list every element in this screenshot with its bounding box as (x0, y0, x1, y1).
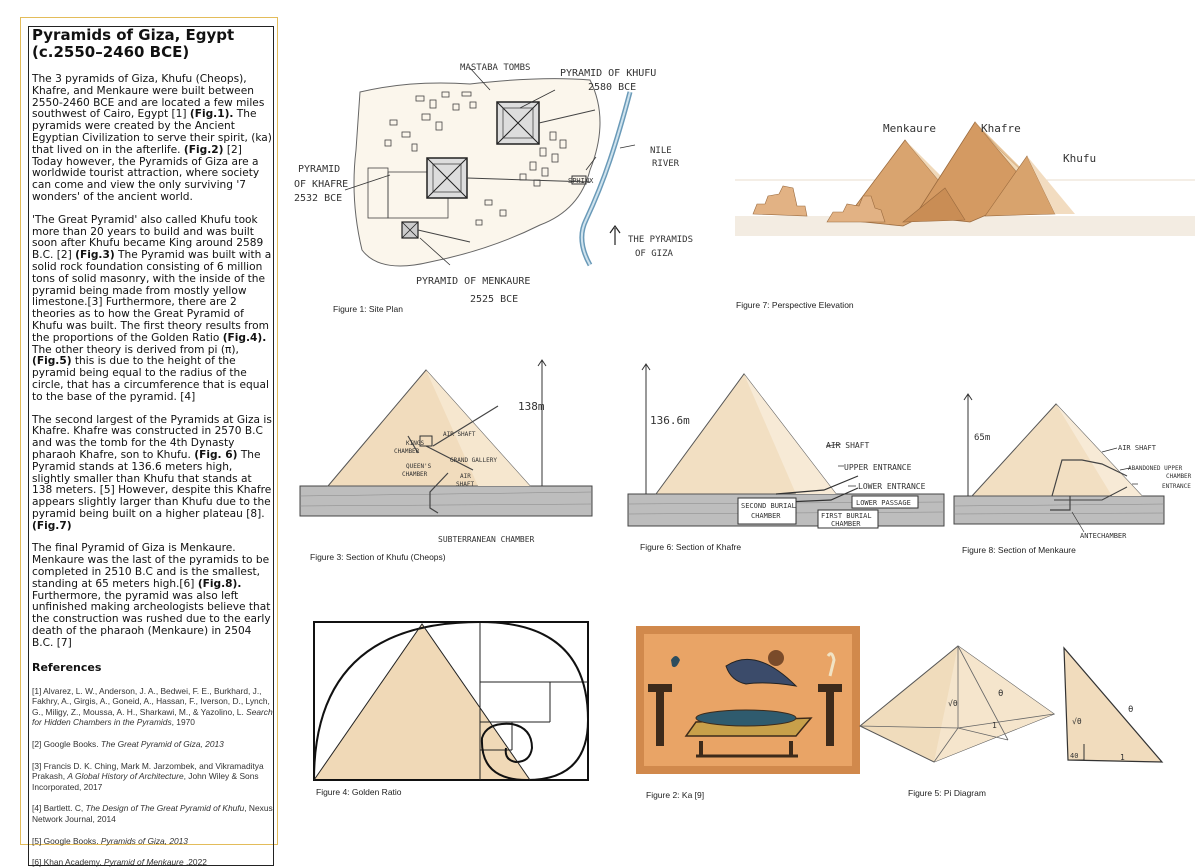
paragraph-4: The final Pyramid of Giza is Menkaure. Menkaure was the last of the pyramids to be completed in 2510 B.C and is the smallest, standing at 65 meters high.[6] (Fig.8). Furthermore, the pyramid was also left unfinished making archeologists believe that the construction was rushed due to the early death of the pharaoh (Menkaure) in 2504 B.C. [7] (32, 542, 271, 649)
pi-angle: 40 (1070, 752, 1079, 760)
khufu-queens-1: QUEEN'S (406, 463, 432, 470)
pi-root-right: √θ (1072, 717, 1082, 726)
reference-3: [3] Francis D. K. Ching, Mark M. Jarzombek, and Vikramaditya Prakash, A Global History of Architecture, John Wiley & Sons Incorporated, 2017 (32, 760, 264, 792)
reference-2: [2] Google Books. The Great Pyramid of Giza, 2013 (32, 739, 224, 750)
reference-1: [1] Alvarez, L. W., Anderson, J. A., Bedwei, F. E., Burkhard, J., Fakhry, A., Girgis, A., Goneid, A., Hassan, F., Iverson, D., Lynch, G., Miligy, Z., Moussa, A. H., Sharkawi, M., & Yazolino, L. Search for Hidden Chambers in the Pyramids, 1970 (32, 685, 273, 728)
pi-theta-left: θ (998, 689, 1004, 699)
pi-one-right: 1 (1120, 753, 1125, 762)
khufu-kings-2: CHAMBER (394, 448, 420, 455)
label-menkaure-date: 2525 BCE (470, 294, 519, 305)
caption-fig8: Figure 8: Section of Menkaure (962, 545, 1076, 555)
khufu-queens-2: CHAMBER (402, 471, 428, 478)
label-sphinx: SPHINX (568, 177, 594, 185)
title-line-2: (c.2550–2460 BCE) (32, 43, 190, 61)
khufu-subterranean: SUBTERRANEAN CHAMBER (438, 535, 535, 544)
khufu-air-1: AIR (460, 473, 471, 480)
title-line-1: Pyramids of Giza, Egypt (32, 26, 235, 44)
khafre-height: 136.6m (650, 414, 690, 427)
khafre-first-2: CHAMBER (831, 520, 861, 528)
khafre-lower-passage: LOWER PASSAGE (856, 499, 911, 507)
caption-fig4: Figure 4: Golden Ratio (316, 787, 402, 797)
ka-painting-figure (636, 626, 860, 774)
menkaure-antechamber: ANTECHAMBER (1080, 532, 1127, 540)
paragraph-1: The 3 pyramids of Giza, Khufu (Cheops), Khafre, and Menkaure were built between 2550-2460 BCE and are located a few miles southwest of Cairo, Egypt [1] (Fig.1). The pyramids were created by the Ancient Egyptian Civilization to serve their spirit, (ka) that lived on in the afterlife. (Fig.2) [2] Today however, the Pyramids of Giza are a worldwide tourist attraction, where society can come and view the only surviving '7 wonders' of the ancient world. (32, 73, 272, 203)
label-khafre-2: OF KHAFRE (294, 179, 349, 190)
elev-label-khafre: Khafre (981, 122, 1021, 135)
caption-fig5: Figure 5: Pi Diagram (908, 788, 986, 798)
caption-fig7: Figure 7: Perspective Elevation (736, 300, 854, 310)
khufu-air-2: SHAFT (456, 481, 475, 488)
label-title-2: OF GIZA (635, 249, 673, 259)
label-khufu-date: 2580 BCE (588, 82, 637, 93)
site-plan-figure (290, 50, 710, 306)
menkaure-abandoned-2: CHAMBER (1166, 473, 1192, 480)
menkaure-entrance: ENTRANCE (1162, 483, 1191, 490)
pi-one-left: 1 (992, 721, 997, 730)
label-khufu: PYRAMID OF KHUFU (560, 68, 657, 79)
khufu-kings-1: KINGS (406, 440, 425, 447)
perspective-elevation-figure (735, 110, 1195, 250)
label-mastaba: MASTABA TOMBS (460, 63, 531, 73)
label-menkaure: PYRAMID OF MENKAURE (416, 276, 531, 287)
pi-theta-right: θ (1128, 705, 1134, 715)
label-nile-2: RIVER (652, 159, 680, 169)
elev-label-menkaure: Menkaure (883, 122, 936, 135)
khufu-section-figure (298, 358, 594, 550)
label-nile-1: NILE (650, 146, 672, 156)
pi-diagram-figure (858, 640, 1178, 770)
khafre-second-1: SECOND BURIAL (741, 502, 796, 510)
caption-fig6: Figure 6: Section of Khafre (640, 542, 742, 552)
label-khafre-date: 2532 BCE (294, 193, 343, 204)
khafre-air-shaft: AIR SHAFT (826, 441, 870, 450)
khafre-second-2: CHAMBER (751, 512, 781, 520)
reference-4: [4] Bartlett. C, The Design of The Great Pyramid of Khufu, Nexus Network Journal, 2014 (32, 803, 273, 824)
reference-5: [5] Google Books. Pyramids of Giza, 2013 (32, 835, 188, 846)
references-heading: References (32, 660, 102, 674)
menkaure-section-figure (952, 392, 1200, 544)
khufu-air-shaft: AIR SHAFT (443, 431, 476, 438)
menkaure-height: 65m (974, 433, 991, 443)
elev-label-khufu: Khufu (1063, 152, 1097, 165)
page-title (32, 27, 273, 61)
caption-fig1: Figure 1: Site Plan (333, 304, 403, 314)
menkaure-abandoned-1: ABANDONED UPPER (1128, 465, 1183, 472)
paragraph-3: The second largest of the Pyramids at Giza is Khafre. Khafre was constructed in 2570 B.C and was the tomb for the 4th Dynasty pharaoh Khafre, son to Khufu. (Fig. 6) The Pyramid stands at 136.6 meters high, slightly smaller than Khufu that stands at 138 meters. [5] However, despite this Khafre appears slightly larger than Khufu due to the pyramid being built on a higher plateau [8]. (Fig.7) (32, 413, 272, 532)
paragraph-2: 'The Great Pyramid' also called Khufu took more than 20 years to build and was built soon after Khufu became King around 2589 B.C. [2] (Fig.3) The Pyramid was built with a solid rock foundation consisting of 6 million tons of solid masonry, with the inside of the pyramid being made from mostly yellow limestone.[3] Furthermore, there are 2 theories as to how the Great Pyramid of Khufu was built. The first theory results from the proportions of the Golden Ratio (Fig.4). The other theory is derived from pi (π), (Fig.5) this is due to the height of the pyramid being equal to the radius of the circle, that has a circumference that is equal to the base of the pyramid. [4] (32, 213, 272, 403)
khafre-first-1: FIRST BURIAL (821, 512, 872, 520)
label-khafre-1: PYRAMID (298, 164, 341, 175)
khufu-grand-gallery: GRAND GALLERY (450, 457, 497, 464)
golden-ratio-figure (312, 620, 590, 782)
text-column (28, 26, 274, 866)
khufu-height: 138m (518, 400, 545, 413)
reference-6: [6] Khan Academy, Pyramid of Menkaure ,2022 (32, 857, 207, 868)
khafre-lower-entrance: LOWER ENTRANCE (858, 482, 926, 491)
label-title-1: THE PYRAMIDS (628, 235, 694, 245)
caption-fig2: Figure 2: Ka [9] (646, 790, 705, 800)
khafre-section-figure (626, 362, 946, 534)
menkaure-air-shaft: AIR SHAFT (1118, 444, 1156, 452)
caption-fig3: Figure 3: Section of Khufu (Cheops) (310, 552, 446, 562)
pi-root-left: √θ (948, 699, 958, 708)
khafre-upper-entrance: UPPER ENTRANCE (844, 463, 912, 472)
